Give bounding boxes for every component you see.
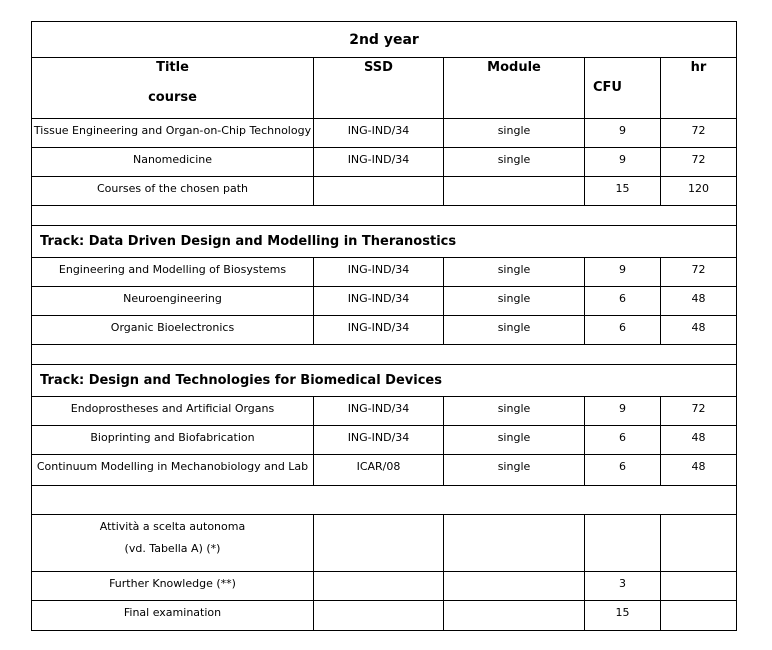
course-hr: 48 <box>661 455 737 486</box>
course-title: Further Knowledge (**) <box>32 572 314 601</box>
course-module: single <box>444 287 585 316</box>
course-cfu: 9 <box>585 148 661 177</box>
table-row <box>32 258 737 287</box>
course-title <box>32 515 314 572</box>
course-title: Engineering and Modelling of Biosystems <box>32 258 314 287</box>
course-module <box>444 572 585 601</box>
table-row <box>32 316 737 345</box>
course-ssd: ICAR/08 <box>314 455 444 486</box>
course-hr: 48 <box>661 316 737 345</box>
spacer-cell <box>32 486 737 515</box>
course-module: single <box>444 119 585 148</box>
course-ssd: ING-IND/34 <box>314 287 444 316</box>
year-title: 2nd year <box>32 22 737 58</box>
course-module: single <box>444 258 585 287</box>
course-hr <box>661 601 737 631</box>
table-row <box>32 119 737 148</box>
course-title: Neuroengineering <box>32 287 314 316</box>
course-ssd <box>314 601 444 631</box>
course-title: Organic Bioelectronics <box>32 316 314 345</box>
course-title: Bioprinting and Biofabrication <box>32 426 314 455</box>
course-hr: 72 <box>661 258 737 287</box>
autonoma-line1: Attività a scelta autonoma <box>99 520 246 533</box>
table-row <box>32 601 737 631</box>
course-cfu: 15 <box>585 177 661 206</box>
course-module: single <box>444 148 585 177</box>
course-cfu: 6 <box>585 287 661 316</box>
course-hr: 48 <box>661 426 737 455</box>
course-ssd: ING-IND/34 <box>314 119 444 148</box>
course-cfu: 9 <box>585 397 661 426</box>
spacer-row <box>32 345 737 365</box>
header-title-line2: course <box>148 90 197 105</box>
track-label: Track: Data Driven Design and Modelling in Theranostics <box>32 226 737 258</box>
course-cfu: 6 <box>585 316 661 345</box>
header-row <box>32 58 737 119</box>
course-ssd <box>314 515 444 572</box>
course-cfu <box>585 515 661 572</box>
table-row <box>32 177 737 206</box>
course-ssd: ING-IND/34 <box>314 258 444 287</box>
header-title <box>32 58 314 119</box>
course-hr: 72 <box>661 397 737 426</box>
course-module: single <box>444 397 585 426</box>
year-row <box>32 22 737 58</box>
table-row <box>32 515 737 572</box>
course-module: single <box>444 426 585 455</box>
course-ssd: ING-IND/34 <box>314 148 444 177</box>
course-cfu: 3 <box>585 572 661 601</box>
course-title: Final examination <box>32 601 314 631</box>
course-cfu: 9 <box>585 258 661 287</box>
course-title: Courses of the chosen path <box>32 177 314 206</box>
header-ssd: SSD <box>314 58 444 119</box>
table-row <box>32 287 737 316</box>
course-cfu: 9 <box>585 119 661 148</box>
course-ssd: ING-IND/34 <box>314 316 444 345</box>
track-row <box>32 365 737 397</box>
autonoma-line2: (vd. Tabella A) (*) <box>124 542 221 555</box>
track-row <box>32 226 737 258</box>
course-module: single <box>444 316 585 345</box>
spacer-cell <box>32 345 737 365</box>
course-hr: 48 <box>661 287 737 316</box>
course-module <box>444 515 585 572</box>
table-row <box>32 397 737 426</box>
course-title: Tissue Engineering and Organ-on-Chip Technology <box>32 119 314 148</box>
course-module <box>444 601 585 631</box>
table-row <box>32 148 737 177</box>
course-title: Continuum Modelling in Mechanobiology and Lab <box>32 455 314 486</box>
course-cfu: 6 <box>585 455 661 486</box>
header-cfu: CFU <box>585 58 661 119</box>
header-module: Module <box>444 58 585 119</box>
course-module: single <box>444 455 585 486</box>
course-module <box>444 177 585 206</box>
course-ssd <box>314 572 444 601</box>
course-ssd <box>314 177 444 206</box>
course-ssd: ING-IND/34 <box>314 426 444 455</box>
track-label: Track: Design and Technologies for Biomedical Devices <box>32 365 737 397</box>
course-hr: 72 <box>661 148 737 177</box>
header-title-line1: Title <box>156 60 189 75</box>
course-hr <box>661 515 737 572</box>
course-title: Nanomedicine <box>32 148 314 177</box>
course-hr <box>661 572 737 601</box>
table-row <box>32 426 737 455</box>
course-cfu: 15 <box>585 601 661 631</box>
course-hr: 120 <box>661 177 737 206</box>
course-hr: 72 <box>661 119 737 148</box>
spacer-cell <box>32 206 737 226</box>
header-hr: hr <box>661 58 737 119</box>
spacer-row <box>32 206 737 226</box>
table-row <box>32 572 737 601</box>
course-cfu: 6 <box>585 426 661 455</box>
curriculum-table <box>31 21 737 631</box>
course-ssd: ING-IND/34 <box>314 397 444 426</box>
course-title: Endoprostheses and Artificial Organs <box>32 397 314 426</box>
table-row <box>32 455 737 486</box>
spacer-row <box>32 486 737 515</box>
